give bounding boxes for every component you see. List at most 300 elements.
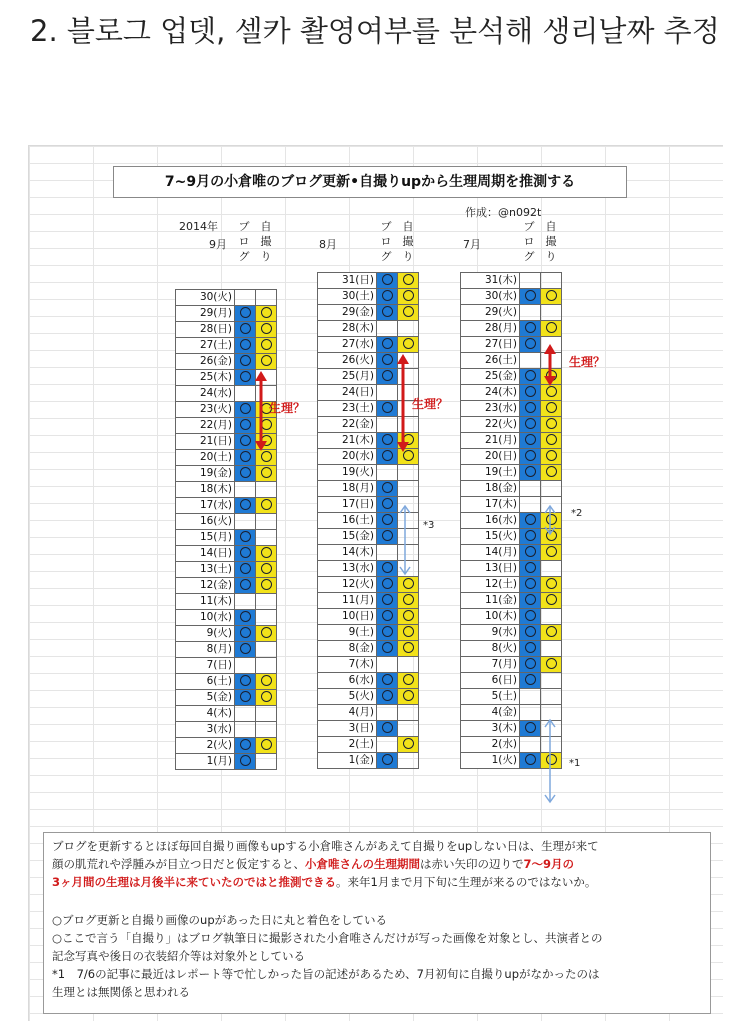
selfie-empty-cell bbox=[541, 273, 562, 289]
blog-update-mark bbox=[235, 306, 256, 322]
selfie-upload-mark bbox=[256, 674, 277, 690]
selfie-empty-cell bbox=[398, 321, 419, 337]
selfie-upload-mark bbox=[541, 417, 562, 433]
circle-icon bbox=[261, 563, 272, 574]
day-label: 14(木) bbox=[318, 545, 377, 561]
circle-icon bbox=[403, 690, 414, 701]
day-label: 5(金) bbox=[176, 690, 235, 706]
selfie-upload-mark bbox=[541, 385, 562, 401]
footnotes: ○ブログ更新と自撮り画像のupがあった日に丸と着色をしている ○ここで言う「自撮り」はブログ執筆日に撮影された小倉唯さんだけが写った画像を対象とし、共演者との 記念写真や後日の衣装紹介等は対象外としている *1 7/6の記事に最近はレポート等で忙しかった旨の記述があるため、7月初旬に自撮りupがなかったのは 生理とは無関係と思われる bbox=[52, 913, 603, 999]
circle-icon bbox=[525, 754, 536, 765]
day-label: 27(土) bbox=[176, 338, 235, 354]
blog-empty-cell bbox=[235, 594, 256, 610]
blog-update-mark bbox=[520, 369, 541, 385]
selfie-empty-cell bbox=[256, 610, 277, 626]
blog-update-mark bbox=[520, 545, 541, 561]
blog-column-header: ブ ロ グ bbox=[523, 220, 535, 263]
selfie-upload-mark bbox=[541, 657, 562, 673]
blog-update-mark bbox=[520, 321, 541, 337]
selfie-empty-cell bbox=[256, 482, 277, 498]
day-row bbox=[318, 705, 419, 721]
day-row bbox=[176, 610, 277, 626]
blog-update-mark bbox=[377, 353, 398, 369]
day-label: 30(火) bbox=[176, 290, 235, 306]
circle-icon bbox=[403, 626, 414, 637]
day-label: 6(水) bbox=[318, 673, 377, 689]
post-heading: 2. 블로그 업뎃, 셀카 촬영여부를 분석해 생리날짜 추정 bbox=[30, 14, 720, 48]
blog-update-mark bbox=[377, 497, 398, 513]
circle-icon bbox=[525, 610, 536, 621]
circle-icon bbox=[382, 562, 393, 573]
circle-icon bbox=[382, 482, 393, 493]
selfie-upload-mark bbox=[398, 609, 419, 625]
selfie-upload-mark bbox=[256, 546, 277, 562]
blue-arrow-july-early bbox=[545, 718, 555, 804]
blog-empty-cell bbox=[377, 321, 398, 337]
day-row bbox=[461, 385, 562, 401]
day-label: 7(日) bbox=[176, 658, 235, 674]
day-row bbox=[318, 273, 419, 289]
day-row bbox=[461, 673, 562, 689]
selfie-empty-cell bbox=[398, 753, 419, 769]
blog-update-mark bbox=[235, 642, 256, 658]
selfie-empty-cell bbox=[398, 721, 419, 737]
day-label: 26(火) bbox=[318, 353, 377, 369]
circle-icon bbox=[240, 755, 251, 766]
circle-icon bbox=[525, 674, 536, 685]
blog-update-mark bbox=[520, 385, 541, 401]
day-row bbox=[461, 625, 562, 641]
day-row bbox=[318, 609, 419, 625]
day-label: 9(火) bbox=[176, 626, 235, 642]
day-label: 12(火) bbox=[318, 577, 377, 593]
selfie-empty-cell bbox=[256, 594, 277, 610]
blog-update-mark bbox=[520, 337, 541, 353]
circle-icon bbox=[525, 594, 536, 605]
blog-update-mark bbox=[235, 402, 256, 418]
day-label: 11(木) bbox=[176, 594, 235, 610]
circle-icon bbox=[403, 594, 414, 605]
day-label: 1(月) bbox=[176, 754, 235, 770]
circle-icon bbox=[261, 547, 272, 558]
circle-icon bbox=[382, 402, 393, 413]
circle-icon bbox=[546, 402, 557, 413]
circle-icon bbox=[261, 691, 272, 702]
day-label: 16(火) bbox=[176, 514, 235, 530]
selfie-empty-cell bbox=[256, 530, 277, 546]
blog-update-mark bbox=[377, 433, 398, 449]
day-label: 10(木) bbox=[461, 609, 520, 625]
circle-icon bbox=[382, 674, 393, 685]
day-row bbox=[461, 273, 562, 289]
blog-empty-cell bbox=[520, 737, 541, 753]
circle-icon bbox=[546, 626, 557, 637]
day-label: 17(日) bbox=[318, 497, 377, 513]
day-label: 19(金) bbox=[176, 466, 235, 482]
day-row bbox=[461, 545, 562, 561]
circle-icon bbox=[403, 674, 414, 685]
selfie-upload-mark bbox=[541, 321, 562, 337]
circle-icon bbox=[525, 466, 536, 477]
day-label: 2(火) bbox=[176, 738, 235, 754]
blog-update-mark bbox=[235, 354, 256, 370]
day-label: 19(火) bbox=[318, 465, 377, 481]
selfie-empty-cell bbox=[256, 754, 277, 770]
circle-icon bbox=[403, 338, 414, 349]
day-label: 13(日) bbox=[461, 561, 520, 577]
day-row bbox=[318, 673, 419, 689]
day-label: 5(火) bbox=[318, 689, 377, 705]
day-label: 14(月) bbox=[461, 545, 520, 561]
selfie-empty-cell bbox=[541, 641, 562, 657]
day-label: 29(月) bbox=[176, 306, 235, 322]
day-row bbox=[176, 466, 277, 482]
blog-update-mark bbox=[377, 449, 398, 465]
selfie-upload-mark bbox=[398, 673, 419, 689]
day-row bbox=[176, 690, 277, 706]
blog-update-mark bbox=[377, 609, 398, 625]
day-row bbox=[176, 578, 277, 594]
day-label: 3(木) bbox=[461, 721, 520, 737]
day-label: 8(月) bbox=[176, 642, 235, 658]
circle-icon bbox=[382, 642, 393, 653]
circle-icon bbox=[546, 546, 557, 557]
selfie-upload-mark bbox=[398, 577, 419, 593]
selfie-empty-cell bbox=[398, 481, 419, 497]
blog-empty-cell bbox=[520, 353, 541, 369]
circle-icon bbox=[382, 370, 393, 381]
selfie-upload-mark bbox=[398, 593, 419, 609]
selfie-column-header: 自 撮 り bbox=[545, 220, 557, 263]
day-row bbox=[176, 354, 277, 370]
day-label: 12(金) bbox=[176, 578, 235, 594]
circle-icon bbox=[382, 578, 393, 589]
circle-icon bbox=[382, 594, 393, 605]
circle-icon bbox=[382, 306, 393, 317]
blog-empty-cell bbox=[235, 514, 256, 530]
circle-icon bbox=[525, 290, 536, 301]
blog-empty-cell bbox=[235, 722, 256, 738]
circle-icon bbox=[382, 434, 393, 445]
circle-icon bbox=[382, 626, 393, 637]
day-row bbox=[461, 401, 562, 417]
note-marker-1: *1 bbox=[569, 758, 581, 769]
circle-icon bbox=[240, 451, 251, 462]
circle-icon bbox=[240, 627, 251, 638]
circle-icon bbox=[240, 643, 251, 654]
day-row bbox=[176, 482, 277, 498]
day-label: 15(火) bbox=[461, 529, 520, 545]
circle-icon bbox=[525, 338, 536, 349]
blog-empty-cell bbox=[520, 305, 541, 321]
day-label: 8(火) bbox=[461, 641, 520, 657]
blog-update-mark bbox=[235, 754, 256, 770]
day-row bbox=[461, 433, 562, 449]
circle-icon bbox=[525, 722, 536, 733]
day-label: 3(水) bbox=[176, 722, 235, 738]
blog-update-mark bbox=[520, 641, 541, 657]
day-label: 21(月) bbox=[461, 433, 520, 449]
note-marker-3: *3 bbox=[423, 520, 435, 531]
day-label: 21(木) bbox=[318, 433, 377, 449]
spreadsheet-image bbox=[28, 145, 723, 1021]
day-row bbox=[461, 593, 562, 609]
circle-icon bbox=[403, 610, 414, 621]
day-row bbox=[176, 674, 277, 690]
day-row bbox=[318, 641, 419, 657]
day-row bbox=[176, 658, 277, 674]
circle-icon bbox=[382, 754, 393, 765]
blog-update-mark bbox=[377, 305, 398, 321]
circle-icon bbox=[546, 578, 557, 589]
day-label: 10(水) bbox=[176, 610, 235, 626]
selfie-upload-mark bbox=[256, 578, 277, 594]
blog-update-mark bbox=[520, 609, 541, 625]
blog-update-mark bbox=[520, 721, 541, 737]
circle-icon bbox=[382, 450, 393, 461]
selfie-empty-cell bbox=[541, 609, 562, 625]
day-label: 31(日) bbox=[318, 273, 377, 289]
blog-update-mark bbox=[520, 673, 541, 689]
blog-update-mark bbox=[235, 466, 256, 482]
day-row bbox=[461, 289, 562, 305]
selfie-empty-cell bbox=[541, 673, 562, 689]
day-label: 24(水) bbox=[176, 386, 235, 402]
blog-update-mark bbox=[520, 657, 541, 673]
notes-box bbox=[43, 832, 711, 1014]
circle-icon bbox=[546, 386, 557, 397]
selfie-upload-mark bbox=[256, 738, 277, 754]
day-label: 26(土) bbox=[461, 353, 520, 369]
day-row bbox=[176, 626, 277, 642]
day-row bbox=[318, 481, 419, 497]
day-label: 17(水) bbox=[176, 498, 235, 514]
selfie-upload-mark bbox=[256, 562, 277, 578]
day-row bbox=[461, 481, 562, 497]
selfie-upload-mark bbox=[541, 577, 562, 593]
circle-icon bbox=[382, 690, 393, 701]
blog-update-mark bbox=[520, 417, 541, 433]
selfie-upload-mark bbox=[541, 545, 562, 561]
day-label: 6(日) bbox=[461, 673, 520, 689]
circle-icon bbox=[382, 514, 393, 525]
day-row bbox=[318, 753, 419, 769]
circle-icon bbox=[525, 402, 536, 413]
day-row bbox=[461, 417, 562, 433]
circle-icon bbox=[261, 339, 272, 350]
selfie-upload-mark bbox=[256, 626, 277, 642]
circle-icon bbox=[403, 642, 414, 653]
blog-empty-cell bbox=[520, 497, 541, 513]
circle-icon bbox=[240, 419, 251, 430]
blog-update-mark bbox=[520, 561, 541, 577]
blog-update-mark bbox=[377, 689, 398, 705]
circle-icon bbox=[382, 610, 393, 621]
selfie-upload-mark bbox=[541, 433, 562, 449]
selfie-upload-mark bbox=[541, 465, 562, 481]
blog-update-mark bbox=[520, 593, 541, 609]
circle-icon bbox=[525, 450, 536, 461]
blog-update-mark bbox=[377, 513, 398, 529]
circle-icon bbox=[525, 322, 536, 333]
circle-icon bbox=[240, 435, 251, 446]
selfie-upload-mark bbox=[256, 498, 277, 514]
selfie-upload-mark bbox=[256, 354, 277, 370]
circle-icon bbox=[525, 658, 536, 669]
blog-update-mark bbox=[377, 337, 398, 353]
author-credit: 作成：@n092t bbox=[465, 206, 542, 219]
circle-icon bbox=[240, 323, 251, 334]
circle-icon bbox=[382, 274, 393, 285]
day-label: 22(金) bbox=[318, 417, 377, 433]
selfie-upload-mark bbox=[256, 690, 277, 706]
day-label: 20(土) bbox=[176, 450, 235, 466]
circle-icon bbox=[382, 498, 393, 509]
circle-icon bbox=[240, 675, 251, 686]
note-marker-2: *2 bbox=[571, 508, 583, 519]
circle-icon bbox=[382, 722, 393, 733]
blog-update-mark bbox=[520, 289, 541, 305]
blog-update-mark bbox=[235, 498, 256, 514]
circle-icon bbox=[240, 499, 251, 510]
day-label: 12(土) bbox=[461, 577, 520, 593]
selfie-empty-cell bbox=[256, 706, 277, 722]
day-label: 20(水) bbox=[318, 449, 377, 465]
summary-paragraph: ブログを更新するとほぼ毎回自撮り画像もupする小倉唯さんがあえて自撮りをupしない日は、生理が来て 顔の肌荒れや浮腫みが目立つ日だと仮定すると、小倉唯さんの生理期間は赤い矢印の辺りで7〜9月の 3ヶ月間の生理は月後半に来ていたのではと推測できる。来年1月まで月下旬に生理が来るのではないか。 bbox=[52, 839, 599, 889]
day-label: 18(月) bbox=[318, 481, 377, 497]
day-label: 27(日) bbox=[461, 337, 520, 353]
day-row bbox=[318, 689, 419, 705]
day-label: 24(木) bbox=[461, 385, 520, 401]
selfie-column-header: 自 撮 り bbox=[260, 220, 272, 263]
blog-update-mark bbox=[520, 449, 541, 465]
selfie-upload-mark bbox=[398, 289, 419, 305]
blog-update-mark bbox=[235, 626, 256, 642]
day-label: 13(水) bbox=[318, 561, 377, 577]
circle-icon bbox=[261, 451, 272, 462]
circle-icon bbox=[546, 290, 557, 301]
blog-empty-cell bbox=[235, 386, 256, 402]
day-label: 4(金) bbox=[461, 705, 520, 721]
day-label: 25(木) bbox=[176, 370, 235, 386]
blog-column-header: ブ ロ グ bbox=[380, 220, 392, 263]
circle-icon bbox=[261, 323, 272, 334]
day-label: 3(日) bbox=[318, 721, 377, 737]
day-label: 4(木) bbox=[176, 706, 235, 722]
day-row bbox=[461, 609, 562, 625]
blog-update-mark bbox=[520, 625, 541, 641]
day-label: 21(日) bbox=[176, 434, 235, 450]
day-label: 25(月) bbox=[318, 369, 377, 385]
blue-arrow-july-mid bbox=[545, 504, 555, 536]
blog-update-mark bbox=[520, 465, 541, 481]
selfie-empty-cell bbox=[398, 657, 419, 673]
circle-icon bbox=[525, 418, 536, 429]
blog-update-mark bbox=[235, 338, 256, 354]
day-row bbox=[318, 593, 419, 609]
blog-empty-cell bbox=[235, 658, 256, 674]
day-label: 28(月) bbox=[461, 321, 520, 337]
circle-icon bbox=[261, 579, 272, 590]
selfie-upload-mark bbox=[398, 625, 419, 641]
day-label: 22(月) bbox=[176, 418, 235, 434]
blog-update-mark bbox=[235, 370, 256, 386]
day-label: 4(月) bbox=[318, 705, 377, 721]
day-row bbox=[318, 625, 419, 641]
selfie-upload-mark bbox=[398, 273, 419, 289]
selfie-upload-mark bbox=[256, 306, 277, 322]
circle-icon bbox=[525, 562, 536, 573]
circle-icon bbox=[546, 418, 557, 429]
blog-update-mark bbox=[377, 721, 398, 737]
day-row bbox=[318, 465, 419, 481]
day-label: 2(土) bbox=[318, 737, 377, 753]
day-row bbox=[176, 530, 277, 546]
blog-update-mark bbox=[235, 738, 256, 754]
day-row bbox=[318, 305, 419, 321]
circle-icon bbox=[240, 371, 251, 382]
circle-icon bbox=[382, 338, 393, 349]
day-label: 22(火) bbox=[461, 417, 520, 433]
blog-update-mark bbox=[377, 625, 398, 641]
period-label-july: 生理？ bbox=[569, 355, 606, 369]
circle-icon bbox=[546, 434, 557, 445]
day-label: 15(金) bbox=[318, 529, 377, 545]
circle-icon bbox=[525, 546, 536, 557]
blog-update-mark bbox=[377, 641, 398, 657]
day-label: 16(水) bbox=[461, 513, 520, 529]
circle-icon bbox=[261, 467, 272, 478]
day-label: 7(月) bbox=[461, 657, 520, 673]
day-label: 20(日) bbox=[461, 449, 520, 465]
day-row bbox=[176, 322, 277, 338]
period-arrow-september bbox=[255, 371, 267, 451]
day-label: 24(日) bbox=[318, 385, 377, 401]
selfie-upload-mark bbox=[256, 322, 277, 338]
day-label: 28(木) bbox=[318, 321, 377, 337]
day-row bbox=[176, 722, 277, 738]
day-label: 13(土) bbox=[176, 562, 235, 578]
circle-icon bbox=[240, 547, 251, 558]
day-label: 17(木) bbox=[461, 497, 520, 513]
blog-update-mark bbox=[235, 610, 256, 626]
circle-icon bbox=[525, 642, 536, 653]
blog-update-mark bbox=[377, 753, 398, 769]
blue-arrow-august bbox=[400, 504, 410, 576]
selfie-empty-cell bbox=[256, 290, 277, 306]
selfie-upload-mark bbox=[541, 593, 562, 609]
blog-empty-cell bbox=[377, 465, 398, 481]
day-label: 16(土) bbox=[318, 513, 377, 529]
blog-update-mark bbox=[235, 546, 256, 562]
circle-icon bbox=[546, 658, 557, 669]
day-row bbox=[176, 754, 277, 770]
circle-icon bbox=[546, 450, 557, 461]
blog-empty-cell bbox=[377, 657, 398, 673]
day-row bbox=[461, 561, 562, 577]
day-label: 5(土) bbox=[461, 689, 520, 705]
blog-empty-cell bbox=[377, 417, 398, 433]
day-label: 23(水) bbox=[461, 401, 520, 417]
selfie-upload-mark bbox=[541, 625, 562, 641]
day-row bbox=[176, 738, 277, 754]
day-label: 11(月) bbox=[318, 593, 377, 609]
circle-icon bbox=[382, 354, 393, 365]
circle-icon bbox=[525, 626, 536, 637]
sheet-title: 7~9月の小倉唯のブログ更新•自撮りupから生理周期を推測する bbox=[113, 166, 627, 198]
day-row bbox=[176, 306, 277, 322]
blog-update-mark bbox=[520, 577, 541, 593]
